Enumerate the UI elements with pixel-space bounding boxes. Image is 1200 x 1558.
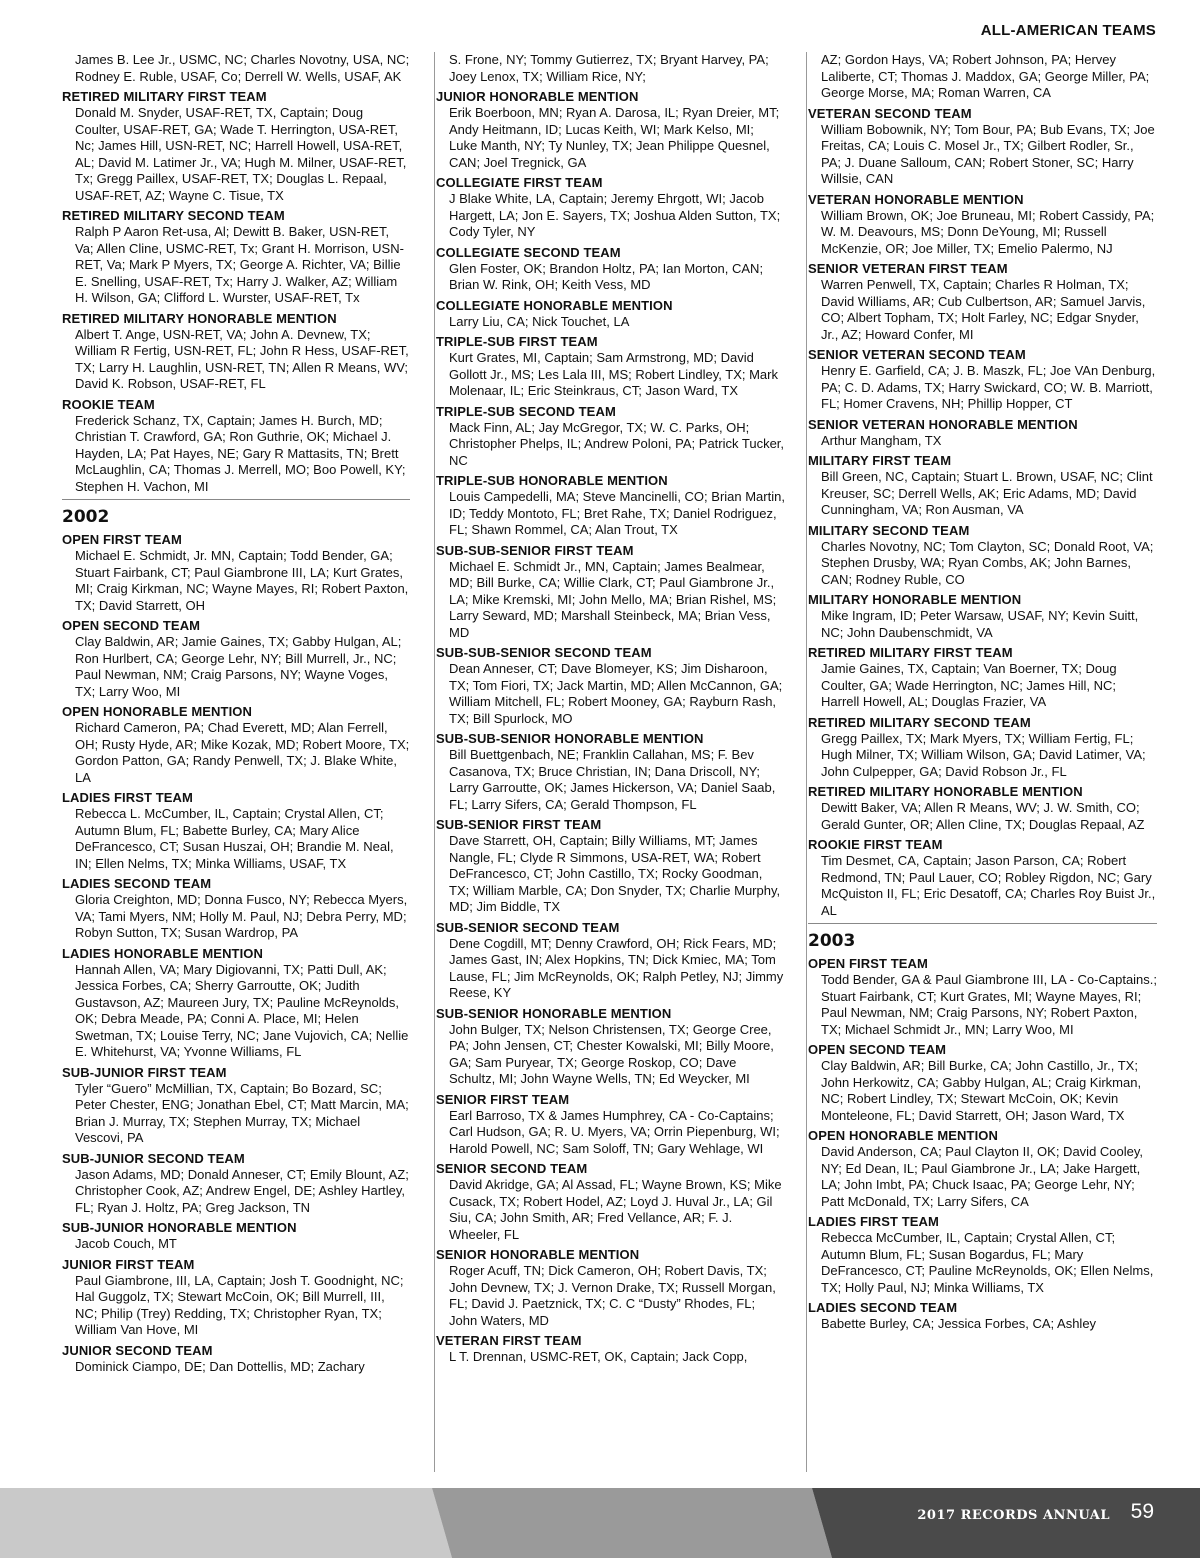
team-section — [436, 472, 785, 539]
team-members: Rebecca L. McCumber, IL, Captain; Crystal Allen, CT; Autumn Blum, FL; Babette Burley, CA; Mary Alice DeFrancesco, CT; Susan Huszai, OH; Brandie M. Neal, IN; Ellen Nelms, TX; Minka Williams, USAF, TX — [75, 806, 394, 871]
team-section — [808, 955, 1157, 1038]
team-members: Dene Cogdill, MT; Denny Crawford, OH; Rick Fears, MD; James Gast, IN; Alex Hopkins, TN; Dick Kmiec, MA; Tom Lause, FL; Jim McReynolds, OK; Ralph Petley, NJ; Jimmy Reese, KY — [449, 935, 784, 1000]
team-members: Frederick Schanz, TX, Captain; James H. Burch, MD; Christian T. Crawford, GA; Ron Guthrie, OK; Michael J. Hayden, LA; Pat Hayes, NE; Gary R Mattasits, TN; Brett McLaughlin, CA; Thomas J. Merrell, MO; Boo Powell, KY; Stephen H. Vachon, MI — [75, 412, 406, 494]
team-members: Rebecca McCumber, IL, Captain; Crystal Allen, CT; Autumn Blum, FL; Susan Bogardus, FL; Mary DeFrancesco, CT; Pauline McReynolds, OK; Ellen Nelms, TX; Holly Paul, NJ; Minka Williams, TX — [821, 1230, 1154, 1295]
team-title: LADIES SECOND TEAM — [62, 876, 212, 891]
team-members: Roger Acuff, TN; Dick Cameron, OH; Robert Davis, TX; John Devnew, TX; J. Vernon Drake, TX; Russell Morgan, FL; David J. Paetznick, TX; C. C “Dusty” Rhodes, FL; John Waters, MD — [449, 1263, 776, 1328]
team-title: JUNIOR HONORABLE MENTION — [436, 89, 639, 104]
team-section — [808, 783, 1157, 833]
team-section — [436, 816, 785, 916]
team-title: OPEN SECOND TEAM — [808, 1042, 947, 1057]
footer-shape-mid — [432, 1488, 832, 1558]
footer-shapes — [0, 1488, 1200, 1558]
team-title: SUB-JUNIOR SECOND TEAM — [62, 1150, 245, 1166]
team-title: SUB-SENIOR SECOND TEAM — [436, 919, 620, 935]
team-section — [808, 1213, 1157, 1296]
team-title: SUB-JUNIOR FIRST TEAM — [62, 1064, 227, 1080]
column-3 — [806, 52, 1157, 1472]
team-members: Dominick Ciampo, DE; Dan Dottellis, MD; Zachary — [75, 1358, 365, 1374]
team-members: Albert T. Ange, USN-RET, VA; John A. Devnew, TX; William R Fertig, USN-RET, FL; John R Hess, USAF-RET, TX; Larry H. Laughlin, USN-RET, TN; Allen R Means, WV; David K. Robson, USAF-RET, FL — [75, 326, 409, 391]
team-members: Glen Foster, OK; Brandon Holtz, PA; Ian Morton, CAN; Brian W. Rink, OH; Keith Vess, MD — [449, 260, 764, 292]
team-section — [436, 403, 785, 470]
team-members: L T. Drennan, USMC-RET, OK, Captain; Jack Copp, — [449, 1349, 748, 1364]
year-heading: 2003 — [808, 931, 856, 951]
team-section — [808, 260, 1157, 343]
continued-text: James B. Lee Jr., USMC, NC; Charles Novotny, USA, NC; Rodney E. Ruble, USAF, Co; Derrell W. Wells, USAF, AK — [75, 52, 410, 84]
team-title: RETIRED MILITARY HONORABLE MENTION — [808, 784, 1083, 799]
team-members: Ralph P Aaron Ret-usa, Al; Dewitt B. Baker, USN-RET, Va; Allen Cline, USMC-RET, Tx; Grant H. Morrison, USN-RET, Va; Mark P Myers, TX; George A. Richter, VA; Billie E. Snelling, USAF-RET, Tx; Harry J. Walker, AZ; William H. Wilson, GA; Clifford L. Wurster, USAF-RET, Tx — [75, 224, 404, 305]
team-members: Clay Baldwin, AR; Jamie Gaines, TX; Gabby Hulgan, AL; Ron Hurlbert, CA; George Lehr, NY; Bill Murrell, Jr., NC; Paul Newman, NM; Craig Parsons, NY; Wayne Voges, TX; Larry Woo, MI — [75, 634, 402, 699]
team-section — [62, 531, 410, 614]
team-title: LADIES HONORABLE MENTION — [62, 945, 264, 961]
team-members: Kurt Grates, MI, Captain; Sam Armstrong, MD; David Gollott Jr., MS; Les Lala III, MS; Robert Lindley, TX; Mark Molenaar, IL; Eric Steinkraus, CT; Jason Ward, TX — [449, 350, 778, 398]
team-section — [62, 617, 410, 700]
team-section — [62, 789, 410, 872]
team-section — [436, 730, 785, 813]
team-section — [808, 836, 1157, 919]
team-section — [808, 346, 1157, 413]
team-members: William Bobownik, NY; Tom Bour, PA; Bub Evans, TX; Joe Freitas, CA; Louis C. Mosel Jr., TX; Gilbert Rodler, Sr., PA; J. Duane Salloum, CAN; Robert Stoner, SC; Harry Willsie, CAN — [821, 121, 1155, 186]
team-members: Henry E. Garfield, CA; J. B. Maszk, FL; Joe VAn Denburg, PA; C. D. Adams, TX; Harry Swickard, CO; W. B. Marriott, FL; Homer Cravens, NH; Phillip Hopper, CT — [821, 363, 1156, 411]
team-members: Babette Burley, CA; Jessica Forbes, CA; Ashley — [821, 1316, 1097, 1331]
team-members: Richard Cameron, PA; Chad Everett, MD; Alan Ferrell, OH; Rusty Hyde, AR; Mike Kozak, MD; Robert Moore, TX; Gordon Patton, GA; Randy Penwell, TX; J. Blake White, LA — [75, 720, 410, 785]
team-members: Charles Novotny, NC; Tom Clayton, SC; Donald Root, VA; Stephen Drusby, WA; Ryan Combs, AK; John Barnes, CAN; Rodney Ruble, CO — [821, 538, 1154, 587]
team-title: SENIOR FIRST TEAM — [436, 1091, 570, 1107]
team-title: RETIRED MILITARY SECOND TEAM — [808, 714, 1031, 730]
team-members: Warren Penwell, TX, Captain; Charles R Holman, TX; David Williams, AR; Cub Culbertson, AR; Samuel Jarvis, CO; Albert Topham, TX; Holt Farley, NC; Edgar Snyder, Jr., AZ; Howard Confer, MI — [821, 277, 1146, 342]
team-title: JUNIOR SECOND TEAM — [62, 1342, 213, 1358]
team-members: Jacob Couch, MT — [75, 1236, 177, 1251]
team-title: RETIRED MILITARY HONORABLE MENTION — [62, 310, 337, 326]
team-section — [62, 1256, 410, 1339]
team-title: SUB-SUB-SENIOR SECOND TEAM — [436, 645, 652, 660]
team-title: MILITARY FIRST TEAM — [808, 453, 952, 468]
team-title: COLLEGIATE HONORABLE MENTION — [436, 297, 673, 313]
section-list — [808, 105, 1157, 920]
team-members: Arthur Mangham, TX — [821, 432, 942, 448]
team-members: Jason Adams, MD; Donald Anneser, CT; Emily Blount, AZ; Christopher Cook, AZ; Andrew Engel, DE; Ashley Hartley, FL; Ryan J. Holtz, PA; Greg Jackson, TN — [75, 1166, 409, 1215]
team-members: Michael E. Schmidt Jr., MN, Captain; James Bealmear, MD; Bill Burke, CA; Willie Clark, CT; Paul Giambrone Jr., LA; Mike Kremski, MI; John Mello, MA; Brian Rishel, MS; Larry Seward, MD; Marshall Steinbeck, MA; Brian Vess, MD — [449, 558, 777, 640]
team-title: TRIPLE-SUB FIRST TEAM — [436, 334, 598, 349]
team-title: COLLEGIATE SECOND TEAM — [436, 244, 621, 260]
team-members: Paul Giambrone, III, LA, Captain; Josh T. Goodnight, NC; Hal Guggolz, TX; Stewart McCoin, OK; Bill Murrell, III, NC; Philip (Trey) Redding, TX; Christopher Ryan, TX; William Van Hove, MI — [75, 1272, 404, 1337]
team-title: ROOKIE FIRST TEAM — [808, 837, 943, 852]
team-members: Bill Green, NC, Captain; Stuart L. Brown, USAF, NC; Clint Kreuser, SC; Derrell Wells, AK; Eric Adams, MD; David Cunningham, VA; Ron Ausman, VA — [821, 469, 1153, 517]
team-section — [808, 522, 1157, 589]
team-members: Louis Campedelli, MA; Steve Mancinelli, CO; Brian Martin, ID; Teddy Montoto, FL; Bret Rahe, TX; Daniel Rodriguez, FL; Shawn Rommel, CA; Alan Trout, TX — [449, 489, 785, 537]
team-section — [808, 1041, 1157, 1124]
team-section — [436, 1005, 785, 1088]
team-members: Tim Desmet, CA, Captain; Jason Parson, CA; Robert Redmond, TN; Paul Lauer, CO; Robley Rigdon, NC; Gary McQuiston II, FL; Eric Desatoff, CA; Charles Roy Buist Jr., AL — [821, 853, 1156, 918]
team-section — [436, 1160, 785, 1243]
continued-text: AZ; Gordon Hays, VA; Robert Johnson, PA; Hervey Laliberte, CT; Thomas J. Maddox, GA; George Miller, PA; George Morse, MA; Roman Warren, CA — [821, 52, 1150, 100]
team-title: MILITARY HONORABLE MENTION — [808, 592, 1022, 607]
team-section — [808, 416, 1157, 450]
team-members: Clay Baldwin, AR; Bill Burke, CA; John Castillo, Jr., TX; John Herkowitz, CA; Gabby Hulgan, AL; Craig Kirkman, NC; Robert Lindley, TX; Stewart McCoin, OK; Kevin Monteleone, FL; David Starrett, OH; Jason Ward, TX — [821, 1058, 1142, 1123]
team-members: Dewitt Baker, VA; Allen R Means, WV; J. W. Smith, CO; Gerald Gunter, OR; Allen Cline, TX; Douglas Repaal, AZ — [821, 800, 1145, 832]
footer-shape-light — [0, 1488, 452, 1558]
column-1 — [62, 52, 410, 1472]
page-number: 59 — [1130, 1500, 1154, 1523]
section-list — [436, 88, 785, 1366]
year-block-2003 — [808, 923, 1157, 1333]
team-members: John Bulger, TX; Nelson Christensen, TX; George Cree, PA; John Jensen, CT; Chester Kowalski, MI; Billy Moore, GA; Sam Puryear, TX; George Roskop, CO; Dave Schultz, MI; John Wayne Wells, TN; Ed Weycker, MI — [449, 1021, 774, 1086]
team-title: TRIPLE-SUB SECOND TEAM — [436, 403, 616, 419]
team-title: OPEN HONORABLE MENTION — [62, 704, 252, 719]
team-section — [436, 244, 785, 294]
team-section — [62, 875, 410, 942]
team-title: SUB-SUB-SENIOR FIRST TEAM — [436, 542, 634, 558]
team-title: OPEN HONORABLE MENTION — [808, 1128, 998, 1143]
team-members: Mack Finn, AL; Jay McGregor, TX; W. C. Parks, OH; Christopher Phelps, IL; Andrew Poloni, PA; Patrick Tucker, NC — [449, 419, 785, 468]
team-section — [62, 396, 410, 496]
year-block-2002 — [62, 499, 410, 1375]
team-title: MILITARY SECOND TEAM — [808, 522, 970, 538]
team-section — [62, 207, 410, 307]
team-section — [808, 1299, 1157, 1333]
team-title: TRIPLE-SUB HONORABLE MENTION — [436, 473, 668, 488]
team-title: OPEN FIRST TEAM — [62, 532, 182, 547]
team-title: SUB-JUNIOR HONORABLE MENTION — [62, 1220, 297, 1235]
team-members: J Blake White, LA, Captain; Jeremy Ehrgott, WI; Jacob Hargett, LA; Jon E. Sayers, TX; Joshua Alden Sutton, TX; Cody Tyler, NY — [449, 191, 781, 239]
team-members: David Anderson, CA; Paul Clayton II, OK; David Cooley, NY; Ed Dean, IL; Paul Giambrone Jr., LA; Jake Hargett, LA; John Imbt, PA; Chuck Isaac, PA; George Lehr, NY; Patt McDonald, TX; Larry Sifers, CA — [821, 1144, 1144, 1209]
team-section — [62, 703, 410, 786]
team-title: RETIRED MILITARY FIRST TEAM — [62, 89, 267, 104]
team-title: SENIOR SECOND TEAM — [436, 1161, 588, 1176]
team-section — [436, 1332, 785, 1366]
team-title: LADIES FIRST TEAM — [62, 790, 193, 805]
team-title: JUNIOR FIRST TEAM — [62, 1256, 195, 1272]
team-section — [62, 1150, 410, 1217]
team-section — [436, 1091, 785, 1158]
team-section — [436, 88, 785, 171]
team-title: SUB-SENIOR FIRST TEAM — [436, 817, 602, 832]
team-section — [436, 542, 785, 642]
team-members: Gloria Creighton, MD; Donna Fusco, NY; Rebecca Myers, VA; Tami Myers, NM; Holly M. Paul, NJ; Debra Perry, MD; Robyn Sutton, TX; Susan Wardrop, PA — [75, 892, 408, 940]
team-title: VETERAN SECOND TEAM — [808, 105, 972, 121]
team-members: William Brown, OK; Joe Bruneau, MI; Robert Cassidy, PA; W. M. Deavours, MS; Donn DeYoung, MI; Russell McKenzie, OR; Joe Miller, TX; Emelio Palermo, NJ — [821, 207, 1155, 256]
team-title: OPEN SECOND TEAM — [62, 618, 201, 633]
team-title: LADIES FIRST TEAM — [808, 1214, 939, 1229]
team-members: Donald M. Snyder, USAF-RET, TX, Captain; Doug Coulter, USAF-RET, GA; Wade T. Herrington, USA-RET, Nc; James Hill, USN-RET, NC; Harrell Howell, USA-RET, AL; David M. Latimer Jr., VA; Hugh M. Milner, USAF-RET, Tx; Gregg Paillex, USAF-RET, TX; Douglas L. Repaal, USAF-RET, AZ; Wayne C. Tisue, TX — [75, 105, 407, 203]
team-section — [808, 105, 1157, 188]
team-section — [62, 945, 410, 1061]
team-title: ROOKIE TEAM — [62, 396, 155, 412]
team-title: SUB-SUB-SENIOR HONORABLE MENTION — [436, 731, 704, 746]
team-members: Dean Anneser, CT; Dave Blomeyer, KS; Jim Disharoon, TX; Tom Fiori, TX; Jack Martin, MD; Allen McCannon, GA; William Mitchell, FL; Robert Mooney, GA; Rayburn Rash, TX; Bill Spurlock, MO — [449, 661, 783, 726]
team-section — [808, 644, 1157, 711]
footer-band — [0, 1488, 1200, 1558]
team-members: Tyler “Guero” McMillian, TX, Captain; Bo Bozard, SC; Peter Chester, ENG; Jonathan Ebel, CT; Matt Marcin, MA; Brian J. Murray, TX; Stephen Murray, TX; Michael Vescovi, PA — [75, 1080, 409, 1145]
team-members: Bill Buettgenbach, NE; Franklin Callahan, MS; F. Bev Casanova, TX; Bruce Christian, IN; Dana Driscoll, NY; Larry Garroutte, OK; James Hickerson, VA; Daniel Saab, FL; Larry Sifers, CA; Gerald Thompson, FL — [449, 747, 776, 812]
year-heading: 2002 — [62, 507, 110, 527]
team-members: Hannah Allen, VA; Mary Digiovanni, TX; Patti Dull, AK; Jessica Forbes, CA; Sherry Garroutte, OK; Judith Gustavson, AZ; Maureen Jury, TX; Pauline McReynolds, OK; Debra Meade, PA; Conni A. Place, MI; Helen Swetman, TX; Louise Terry, NC; Jane Vujovich, CA; Nellie E. Whitehurst, VA; Yvonne Williams, FL — [75, 961, 409, 1059]
team-title: RETIRED MILITARY SECOND TEAM — [62, 208, 285, 223]
team-title: RETIRED MILITARY FIRST TEAM — [808, 645, 1013, 660]
team-section — [62, 1219, 410, 1253]
section-list — [808, 955, 1157, 1333]
team-title: SENIOR VETERAN HONORABLE MENTION — [808, 416, 1078, 432]
team-members: Earl Barroso, TX & James Humphrey, CA - Co-Captains; Carl Hudson, GA; R. U. Myers, VA; Orrin Piepenburg, WI; Harold Powell, NC; Sam Soloff, TN; Gary Wehlage, WI — [449, 1107, 780, 1156]
team-members: Todd Bender, GA & Paul Giambrone III, LA - Co-Captains.; Stuart Fairbank, CT; Kurt Grates, MI; Wayne Mayes, RI; Paul Newman, NM; Craig Parsons, NY; Robert Paxton, TX; Michael Schmidt Jr., MN; Larry Woo, MI — [821, 972, 1157, 1037]
team-members: Dave Starrett, OH, Captain; Billy Williams, MT; James Nangle, FL; Clyde R Simmons, USA-RET, WA; Robert DeFrancesco, CT; John Castillo, TX; Rocky Goodman, TX; William Marble, CA; Don Snyder, TX; Charlie Murphy, MD; Jim Biddle, TX — [449, 833, 781, 914]
team-title: SUB-SENIOR HONORABLE MENTION — [436, 1005, 672, 1021]
team-members: Larry Liu, CA; Nick Touchet, LA — [449, 313, 630, 329]
team-title: VETERAN FIRST TEAM — [436, 1333, 582, 1348]
team-section — [436, 1246, 785, 1329]
footer-annual-label: 2017 RECORDS ANNUAL — [917, 1508, 1110, 1523]
team-members: David Akridge, GA; Al Assad, FL; Wayne Brown, KS; Mike Cusack, TX; Robert Hodel, AZ; Loyd J. Huval Jr., LA; Gil Siu, CA; John Smith, AR; Fred Vellance, AR; F. J. Wheeler, FL — [449, 1177, 782, 1242]
team-members: Jamie Gaines, TX, Captain; Van Boerner, TX; Doug Coulter, GA; Wade Herrington, NC; James Hill, NC; Harrell Howell, AL; Douglas Frazier, VA — [821, 661, 1117, 709]
column-2 — [434, 52, 785, 1472]
team-section — [436, 297, 785, 331]
team-section — [62, 310, 410, 393]
team-section — [62, 1342, 410, 1376]
team-section — [808, 452, 1157, 519]
team-section — [436, 333, 785, 400]
team-section — [62, 1064, 410, 1147]
team-title: SENIOR VETERAN FIRST TEAM — [808, 261, 1008, 276]
team-section — [808, 191, 1157, 258]
team-members: Michael E. Schmidt, Jr. MN, Captain; Todd Bender, GA; Stuart Fairbank, CT; Paul Giambrone III, LA; Kurt Grates, MI; Craig Kirkman, NC; Wayne Mayes, RI; Robert Paxton, TX; David Starrett, OH — [75, 548, 409, 613]
team-title: SENIOR VETERAN SECOND TEAM — [808, 347, 1026, 362]
continued-text: S. Frone, NY; Tommy Gutierrez, TX; Bryant Harvey, PA; Joey Lenox, TX; William Rice, NY; — [449, 52, 769, 84]
team-section — [62, 88, 410, 204]
page-header-title: ALL-AMERICAN TEAMS — [980, 22, 1156, 39]
team-members: Mike Ingram, ID; Peter Warsaw, USAF, NY; Kevin Suitt, NC; John Daubenschmidt, VA — [821, 608, 1139, 640]
team-title: OPEN FIRST TEAM — [808, 956, 928, 971]
team-section — [808, 714, 1157, 781]
team-section — [808, 591, 1157, 641]
section-list — [62, 88, 410, 495]
team-members: Erik Boerboon, MN; Ryan A. Darosa, IL; Ryan Dreier, MT; Andy Heitmann, ID; Lucas Keith, WI; Mark Kelso, MI; Luke Manth, NY; Ty Nunley, TX; Jean Philippe Quesnel, CAN; Joel Tregnick, GA — [449, 105, 780, 170]
section-list — [62, 531, 410, 1375]
team-section — [436, 174, 785, 241]
team-section — [808, 1127, 1157, 1210]
team-title: LADIES SECOND TEAM — [808, 1300, 958, 1315]
team-section — [436, 644, 785, 727]
team-members: Gregg Paillex, TX; Mark Myers, TX; William Fertig, FL; Hugh Milner, TX; William Wilson, GA; David Latimer, VA; John Culpepper, GA; David Robson Jr., FL — [821, 730, 1146, 779]
team-title: COLLEGIATE FIRST TEAM — [436, 175, 603, 190]
team-title: SENIOR HONORABLE MENTION — [436, 1247, 640, 1262]
team-title: VETERAN HONORABLE MENTION — [808, 191, 1024, 207]
team-section — [436, 919, 785, 1002]
